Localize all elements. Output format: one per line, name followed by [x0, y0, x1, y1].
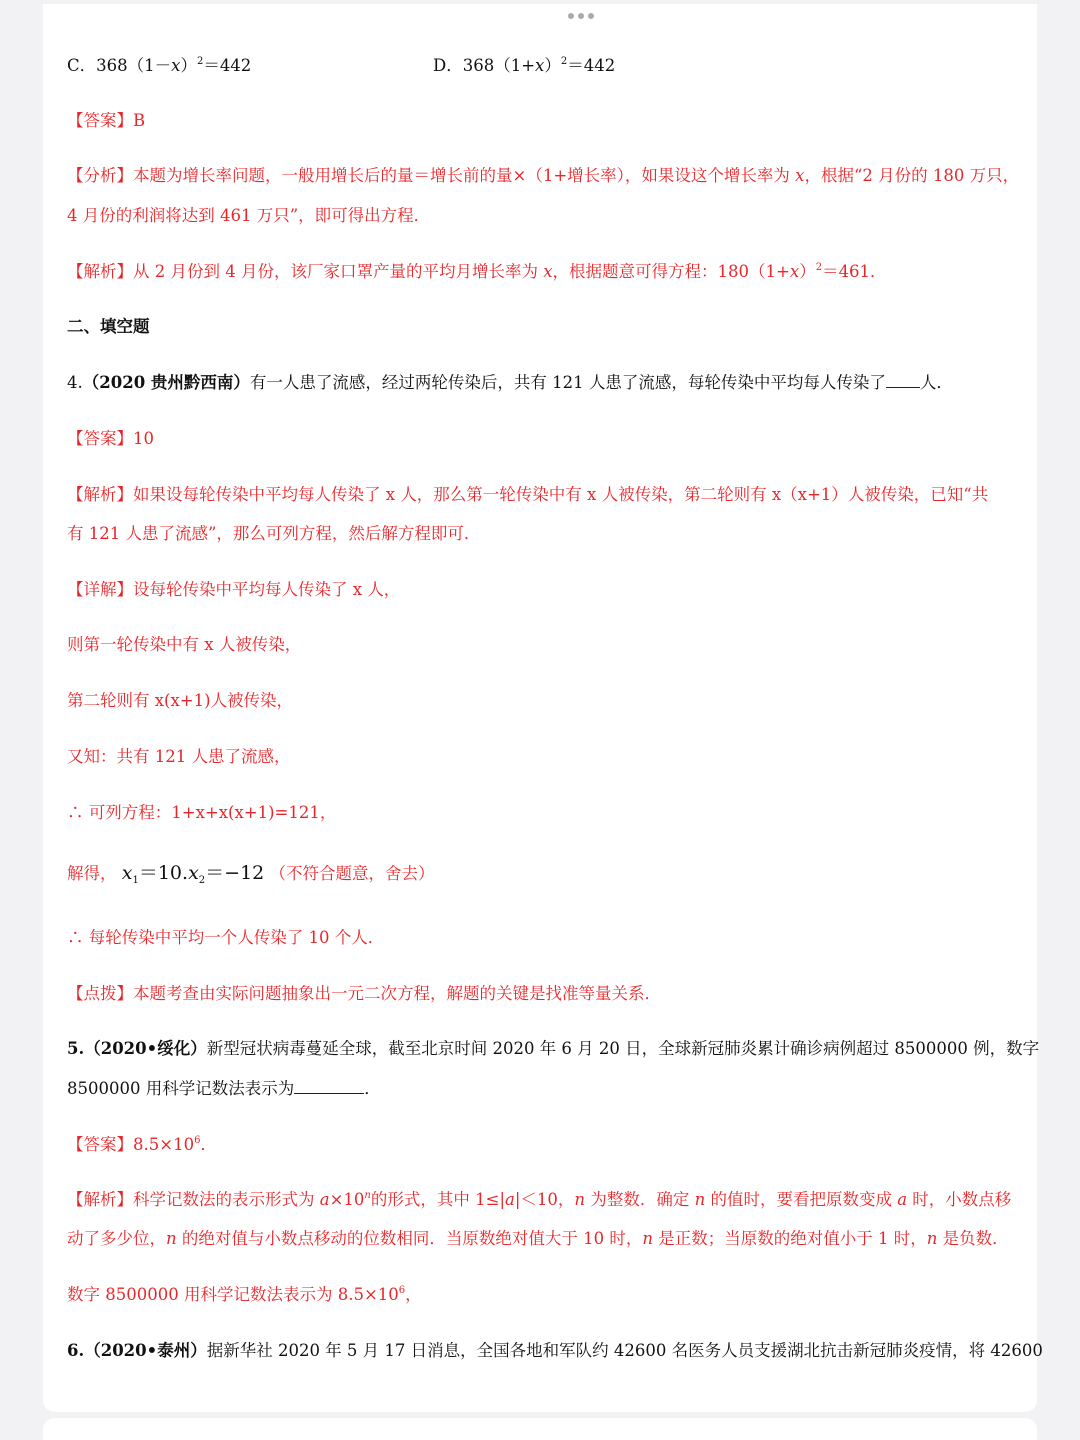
q3-answer: 【答案】B: [67, 111, 146, 130]
q4-detail-5: ∴ 可列方程：1+x+x(x+1)=121，: [67, 803, 337, 822]
q4-detail-1: 【详解】设每轮传染中平均每人传染了 x 人，: [67, 580, 401, 599]
q3-analysis-line2: 4 月份的利润将达到 461 万只”，即可得出方程．: [67, 206, 431, 225]
q4-analysis-line2: 有 121 人患了流感”，那么可列方程，然后解方程即可．: [67, 524, 481, 543]
q4-tip: 【点拨】本题考查由实际问题抽象出一元二次方程，解题的关键是找准等量关系．: [67, 984, 661, 1003]
q4-answer: 【答案】10: [67, 429, 154, 448]
q4-detail-2: 则第一轮传染中有 x 人被传染，: [67, 635, 302, 654]
q5-stem-line1: 5.（2020•绥化）新型冠状病毒蔓延全球，截至北京时间 2020 年 6 月 20 日，全球新冠肺炎累计确诊病例超过 8500000 例，数字: [67, 1039, 1040, 1058]
q4-detail-4: 又知：共有 121 人患了流感，: [67, 747, 291, 766]
q4-stem: 4.（2020 贵州黔西南）有一人患了流感，经过两轮传染后，共有 121 人患了流感，每轮传染中平均每人传染了 人．: [67, 373, 953, 392]
q4-analysis-line1: 【解析】如果设每轮传染中平均每人传染了 x 人，那么第一轮传染中有 x 人被传染，第二轮则有 x（x+1）人被传染，已知“共: [67, 485, 989, 504]
q5-result: 数字 8500000 用科学记数法表示为 $8.5\times 10^6$，: [67, 1285, 422, 1304]
q6-stem-line1: 6.（2020•泰州）据新华社 2020 年 5 月 17 日消息，全国各地和军队约 42600 名医务人员支援湖北抗击新冠肺炎疫情，将 42600: [67, 1341, 1043, 1360]
q4-detail-3: 第二轮则有 x(x+1)人被传染，: [67, 691, 294, 710]
more-options-icon[interactable]: [568, 13, 594, 19]
q5-stem-line2: 8500000 用科学记数法表示为 ．: [67, 1079, 381, 1098]
answer-blank[interactable]: [294, 1079, 364, 1094]
q5-analysis-line1: 【解析】科学记数法的表示形式为 $a\times 10^n$的形式，其中 1≤|a|＜10，n 为整数．确定 n 的值时，要看把原数变成 a 时，小数点移: [67, 1190, 1012, 1209]
q3-solution: 【解析】从 2 月份到 4 月份，该厂家口罩产量的平均月增长率为 x，根据题意可得方程：$180(1+x)^2=461$．: [67, 262, 887, 281]
q4-detail-7: ∴ 每轮传染中平均一个人传染了 10 个人．: [67, 928, 385, 947]
q3-analysis-line1: 【分析】本题为增长率问题，一般用增长后的量＝增长前的量×（1+增长率），如果设这个增长率为 x，根据“2 月份的 180 万只，: [67, 166, 1020, 185]
section-title: 二、填空题: [67, 317, 150, 336]
q4-detail-6: 解得， $x_1=10.x_2=-12$ （不符合题意，舍去）: [67, 862, 435, 886]
option-d: D．$368(1+x)^2=442$: [433, 56, 616, 75]
q5-answer: 【答案】$8.5\times 10^6$．: [67, 1135, 217, 1154]
answer-blank[interactable]: [886, 373, 920, 388]
next-document-page[interactable]: [43, 1418, 1037, 1440]
q5-analysis-line2: 动了多少位，n 的绝对值与小数点移动的位数相同．当原数绝对值大于 10 时，n 是正数；当原数的绝对值小于 1 时，n 是负数．: [67, 1229, 1009, 1248]
option-c: C．$368(1-x)^2=442$: [67, 56, 252, 75]
